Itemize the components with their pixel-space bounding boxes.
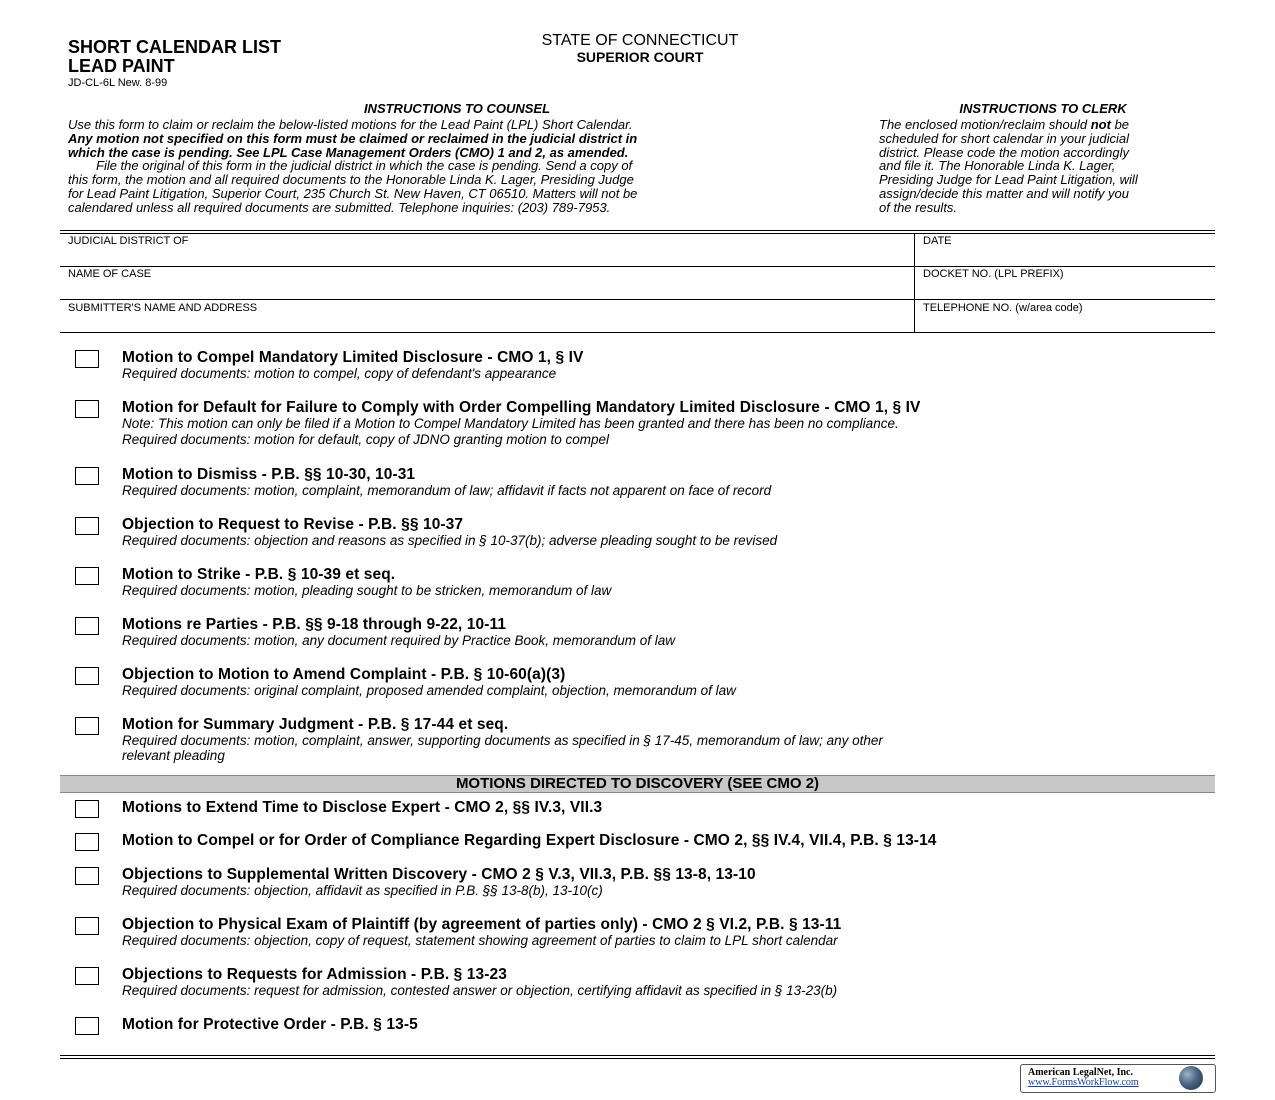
form-title xyxy=(68,38,281,76)
divider xyxy=(60,266,1215,267)
globe-icon xyxy=(1179,1066,1203,1090)
motion-title: Objection to Request to Revise - P.B. §§ 10-37 xyxy=(122,516,464,533)
divider xyxy=(60,332,1215,333)
divider xyxy=(60,1058,1215,1059)
discovery-heading: MOTIONS DIRECTED TO DISCOVERY (SEE CMO 2) xyxy=(455,775,820,792)
instruction-line: calendared unless all required documents are submitted. Telephone inquiries: (203) 789-7953. xyxy=(68,199,611,215)
motion-note: Required documents: motion for default, copy of JDNO granting motion to compel xyxy=(122,432,609,447)
divider xyxy=(60,1055,1215,1056)
motion-title: Motion for Protective Order - P.B. § 13-5 xyxy=(122,1016,418,1033)
judicial-district-field[interactable]: JUDICIAL DISTRICT OF xyxy=(68,235,189,247)
divider xyxy=(60,299,1215,300)
motion-checkbox[interactable] xyxy=(75,400,99,418)
docket-number-field[interactable]: DOCKET NO. (LPL PREFIX) xyxy=(923,268,1064,280)
motion-title: Objections to Requests for Admission - P.B. § 13-23 xyxy=(122,966,507,983)
instruction-line: scheduled for short calendar in your judicial xyxy=(879,130,1130,146)
motion-note: Required documents: request for admission, contested answer or objection, certifying affidavit as specified in § 13-23(b) xyxy=(122,983,838,998)
motion-checkbox[interactable] xyxy=(75,517,99,535)
instruction-line: Presiding Judge for Lead Paint Litigation, will xyxy=(879,172,1138,188)
motion-note: Required documents: objection, copy of request, statement showing agreement of parties to claim to LPL short calendar xyxy=(122,933,838,948)
motion-title: Motion for Default for Failure to Comply with Order Compelling Mandatory Limited Disclosure - CMO 1, § IV xyxy=(122,399,921,416)
form-title-line2: LEAD PAINT xyxy=(68,56,175,76)
instruction-line: Use this form to claim or reclaim the below-listed motions for the Lead Paint (LPL) Short Calendar. xyxy=(68,117,633,132)
logo-name: American LegalNet, Inc. xyxy=(1028,1067,1133,1078)
instructions-counsel-body xyxy=(68,118,828,215)
motion-checkbox[interactable] xyxy=(75,617,99,635)
motion-note: Required documents: motion, any document required by Practice Book, memorandum of law xyxy=(122,633,676,648)
motion-checkbox[interactable] xyxy=(75,567,99,585)
motion-title: Motions re Parties - P.B. §§ 9-18 through 9-22, 10-11 xyxy=(122,616,507,633)
state-name: STATE OF CONNECTICUT xyxy=(541,32,739,49)
motion-checkbox[interactable] xyxy=(75,1017,99,1035)
instruction-line: this form, the motion and all required documents to the Honorable Linda K. Lager, Presiding Judge xyxy=(68,172,634,188)
motion-note: Required documents: motion, complaint, memorandum of law; affidavit if facts not apparent on face of record xyxy=(122,483,772,498)
instruction-line: of the results. xyxy=(879,199,958,215)
motion-title: Objections to Supplemental Written Discovery - CMO 2 § V.3, VII.3, P.B. §§ 13-8, 13-10 xyxy=(122,866,756,883)
motion-note: Required documents: motion, complaint, answer, supporting documents as specified in § 17-45, memorandum of law; any other xyxy=(122,733,883,748)
motion-title: Motion to Compel Mandatory Limited Disclosure - CMO 1, § IV xyxy=(122,349,584,366)
motion-checkbox[interactable] xyxy=(75,967,99,985)
motion-note: Required documents: objection and reasons as specified in § 10-37(b); adverse pleading sought to be revised xyxy=(122,533,778,548)
form-code: JD-CL-6L New. 8-99 xyxy=(68,77,168,89)
motion-checkbox[interactable] xyxy=(75,800,99,818)
court-name: SUPERIOR COURT xyxy=(576,49,704,65)
instructions-counsel-heading: INSTRUCTIONS TO COUNSEL xyxy=(363,101,551,116)
instruction-line: district. Please code the motion accordingly xyxy=(879,144,1130,160)
submitter-field[interactable]: SUBMITTER'S NAME AND ADDRESS xyxy=(68,302,258,314)
motion-checkbox[interactable] xyxy=(75,917,99,935)
divider xyxy=(60,233,1215,234)
telephone-field[interactable]: TELEPHONE NO. (w/area code) xyxy=(923,302,1083,314)
motion-checkbox[interactable] xyxy=(75,350,99,368)
instruction-line: File the original of this form in the judicial district in which the case is pending. Send a copy of xyxy=(96,158,633,174)
motion-note: Required documents: original complaint, proposed amended complaint, objection, memorandum of law xyxy=(122,683,736,698)
motion-title: Objection to Motion to Amend Complaint - P.B. § 10-60(a)(3) xyxy=(122,666,566,683)
motion-title: Motion to Dismiss - P.B. §§ 10-30, 10-31 xyxy=(122,466,416,483)
motion-title: Motion to Compel or for Order of Compliance Regarding Expert Disclosure - CMO 2, §§ IV.4, VII.4, P.B. § 13-14 xyxy=(122,832,937,849)
instruction-line: Any motion not specified on this form must be claimed or reclaimed in the judicial district in xyxy=(68,130,638,146)
motion-note: Required documents: objection, affidavit as specified in P.B. §§ 13-8(b), 13-10(c) xyxy=(122,883,603,898)
motion-checkbox[interactable] xyxy=(75,667,99,685)
instruction-line: which the case is pending. See LPL Case Management Orders (CMO) 1 and 2, as amended. xyxy=(68,144,629,160)
motion-title: Motions to Extend Time to Disclose Expert - CMO 2, §§ IV.3, VII.3 xyxy=(122,799,603,816)
motion-note: Required documents: motion to compel, copy of defendant's appearance xyxy=(122,366,557,381)
instruction-line: assign/decide this matter and will notify you xyxy=(879,185,1130,201)
motion-checkbox[interactable] xyxy=(75,717,99,735)
motion-title: Motion to Strike - P.B. § 10-39 et seq. xyxy=(122,566,396,583)
motion-checkbox[interactable] xyxy=(75,833,99,851)
instructions-clerk-heading: INSTRUCTIONS TO CLERK xyxy=(959,101,1127,116)
motion-note: Required documents: motion, pleading sought to be stricken, memorandum of law xyxy=(122,583,612,598)
instructions-clerk-body xyxy=(879,118,1214,215)
motion-note: relevant pleading xyxy=(122,748,225,763)
instruction-line: and file it. The Honorable Linda K. Lager, xyxy=(879,158,1116,174)
divider xyxy=(914,233,915,332)
instruction-line: The enclosed motion/reclaim should not be xyxy=(879,117,1130,132)
instruction-line: for Lead Paint Litigation, Superior Court, 235 Church St. New Haven, CT 06510. Matters will not be xyxy=(68,185,638,201)
motion-title: Objection to Physical Exam of Plaintiff (by agreement of parties only) - CMO 2 § VI.2, P.B. § 13-11 xyxy=(122,916,842,933)
divider xyxy=(60,230,1215,231)
motion-checkbox[interactable] xyxy=(75,467,99,485)
motion-note: Note: This motion can only be filed if a Motion to Compel Mandatory Limited has been granted and there has been no compliance. xyxy=(122,416,899,431)
motion-title: Motion for Summary Judgment - P.B. § 17-44 et seq. xyxy=(122,716,509,733)
form-title-line1: SHORT CALENDAR LIST xyxy=(68,37,281,57)
motion-checkbox[interactable] xyxy=(75,867,99,885)
logo-url-link[interactable]: www.FormsWorkFlow.com xyxy=(1028,1077,1139,1088)
name-of-case-field[interactable]: NAME OF CASE xyxy=(68,268,152,280)
date-field[interactable]: DATE xyxy=(923,235,952,247)
